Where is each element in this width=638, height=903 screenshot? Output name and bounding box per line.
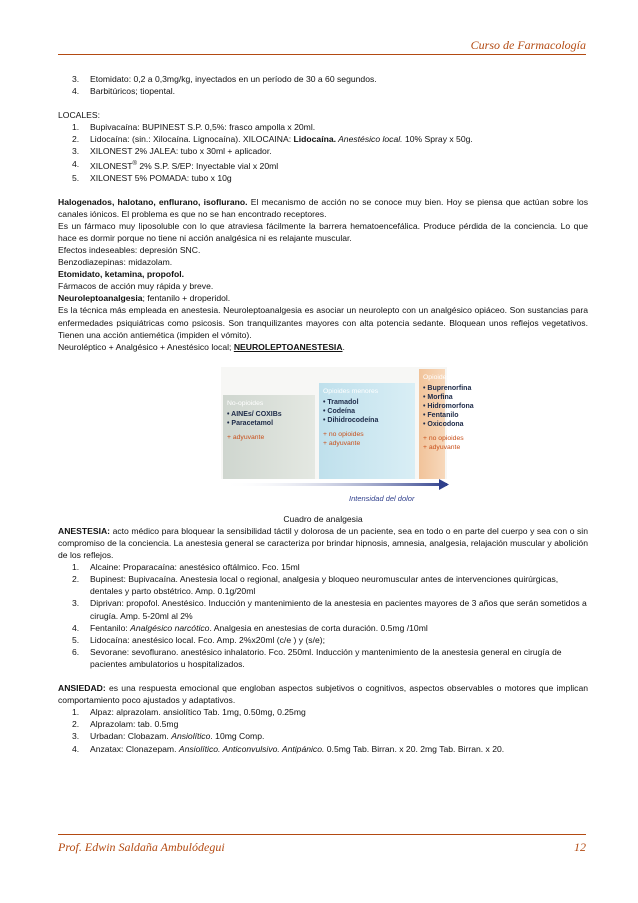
running-header-title: Curso de Farmacología: [470, 38, 586, 52]
list-item: 2. Alprazolam: tab. 0.5mg: [72, 719, 179, 730]
anestesia-paragraph: ANESTESIA: acto médico para bloquear la sensibilidad táctil y dolorosa de un paciente, sea en todo o en parte del cuerpo y sea con o sin compromiso de la conciencia. La anestesia general se caracteriza por brindar hipnosis, amnesia, analgesia, relajación muscular y abolición de los reflejos.: [58, 525, 588, 561]
footer-rule: [58, 834, 586, 835]
etomidato-heading: Etomidato, ketamina, propofol.: [58, 269, 185, 280]
list-item: 1. Bupivacaína: BUPINEST S.P. 0,5%: frasco ampolla x 20ml.: [72, 122, 316, 133]
efectos-line: Efectos indeseables: depresión SNC.: [58, 244, 201, 255]
list-item: 4. XILONEST® 2% S.P. S/EP: Inyectable vial x 20ml: [72, 158, 279, 171]
opioides-mayores-extra: + no opioides: [423, 434, 464, 442]
induction-list: [58, 73, 588, 97]
list-item: 1. Alcaine: Proparacaína: anestésico oftálmico. Fco. 15ml: [72, 562, 300, 573]
figure-caption: Cuadro de analgesia: [283, 513, 363, 524]
ansiedad-paragraph: ANSIEDAD: es una respuesta emocional que engloban aspectos subjetivos o cognitivos, aspectos observables o motores que implican comportamiento poco ajustados y adaptativos.: [58, 683, 588, 706]
analgesia-ladder-svg: [169, 363, 478, 513]
list-item: 4. Barbitúricos; tiopental.: [72, 86, 176, 97]
opioides-menores-title: Opioides menores: [323, 387, 379, 395]
list-item: 3. Urbadan: Clobazam. Ansiolítico. 10mg Comp.: [72, 731, 265, 742]
intensity-arrow-label: Intensidad del dolor: [349, 493, 415, 503]
list-item: 4. Anzatax: Clonazepam. Ansiolítico. Anticonvulsivo. Antipánico. 0.5mg Tab. Birran. x 20. 2mg Tab. Birran. x 20.: [72, 743, 505, 754]
opioides-mayores-item: • Morfina: [423, 393, 453, 401]
list-item: 2. Bupinest: Bupivacaína. Anestesia local o regional, analgesia y bloqueo neuromuscular antes de intervenciones quirúrgicas, dentales y parto obstétrico. Amp. 0.1g/20ml: [72, 574, 559, 597]
locales-heading: LOCALES:: [58, 110, 101, 121]
opioides-mayores-item: • Hidromorfona: [423, 402, 474, 410]
benzodiazepinas-line: Benzodiazepinas: midazolam.: [58, 257, 173, 268]
opioides-mayores-item: • Buprenorfina: [423, 384, 472, 392]
opioides-menores-item: • Codeína: [323, 407, 356, 415]
list-item: 2. Lidocaína: (sin.: Xilocaína. Lignocaína). XILOCAINA: Lidocaína. Anestésico local. 10% Spray x 50g.: [72, 134, 473, 145]
list-item: 5. XILONEST 5% POMADA: tubo x 10g: [72, 172, 232, 183]
list-item: 6. Sevorane: sevoflurano. anestésico inhalatorio. Fco. 250ml. Inducción y mantenimiento de la anestesia general en cirugía de pacientes ambulatorios u hospitalizados.: [72, 646, 562, 669]
page-number: 12: [574, 840, 586, 854]
footer-author: Prof. Edwin Saldaña Ambulódegui: [58, 840, 225, 854]
list-item: 1. Alpaz: alprazolam. ansiolítico Tab. 1mg, 0.50mg, 0.25mg: [72, 707, 306, 718]
formula-line: Neuroléptico + Analgésico + Anestésico local; NEUROLEPTOANESTESIA.: [58, 341, 345, 352]
no-opioides-title: No-opioides: [227, 399, 264, 407]
anestesia-list: [58, 561, 588, 670]
opioides-menores-extra: + adyuvante: [323, 439, 361, 447]
no-opioides-extra: + adyuvante: [227, 433, 265, 441]
farmacos-line: Fármacos de acción muy rápida y breve.: [58, 281, 214, 292]
locales-list: [58, 121, 588, 183]
no-opioides-item: • Paracetamol: [227, 419, 274, 427]
ansiedad-list: [58, 706, 588, 754]
halogenados-paragraph: Halogenados, halotano, enflurano, isoflurano. El mecanismo de acción no se conoce muy bien. Hoy se piensa que actúan sobre los canales iónicos. El problema es que no se han encontrado receptores.: [58, 196, 588, 219]
page-body: [58, 73, 588, 755]
opioides-mayores-item: • Oxicodona: [423, 420, 464, 428]
opioides-mayores-item: • Fentanilo: [423, 411, 459, 419]
opioides-menores-item: • Tramadol: [323, 398, 359, 406]
list-item: 3. Diprivan: propofol. Anestésico. Inducción y mantenimiento de la anestesia en pacientes mayores de 3 años que serán sometidos a cirugía. Amp. 5-20ml al 2%: [72, 598, 587, 621]
intensity-arrow-head: [439, 479, 449, 490]
liposoluble-paragraph: Es un fármaco muy liposoluble con lo que atraviesa fácilmente la barrera hematoencefálica. Produce pérdida de la conciencia. Lo que hace es dormir porque no tiene ni acción analgésica ni es relajante muscular.: [58, 220, 588, 243]
list-item: 3. Etomidato: 0,2 a 0,3mg/kg, inyectados en un período de 30 a 60 segundos.: [72, 74, 377, 84]
no-opioides-item: • AINEs/ COXIBs: [227, 410, 282, 418]
list-item: 4. Fentanilo: Analgésico narcótico. Analgesia en anestesias de corta duración. 0.5mg /10ml: [72, 622, 428, 633]
analgesia-ladder-figure: [169, 363, 478, 513]
opioides-mayores-title: Opioides mayores: [423, 373, 478, 381]
neuroleptoanalgesia-line: Neuroleptoanalgesia; fentanilo + droperidol.: [58, 293, 231, 304]
intensity-arrow-bar: [223, 483, 447, 486]
opioides-mayores-extra: + adyuvante: [423, 443, 461, 451]
list-item: 5. Lidocaína: anestésico local. Fco. Amp. 2%x20ml (c/e ) y (s/e);: [72, 634, 325, 645]
list-item: 3. XILONEST 2% JALEA: tubo x 30ml + aplicador.: [72, 146, 272, 157]
opioides-menores-item: • Dihidrocodeína: [323, 416, 379, 424]
tecnica-paragraph: Es la técnica más empleada en anestesia. Neuroleptoanalgesia es asociar un neurolepto con un analgésico opiáceo. Son sustancias para enfermedades psiquiátricas como psicosis. Son tranquilizantes mayores con alta potencia sedante. Bloquean unos reflejos vegetativos. Tienen una acción antiemética (impiden el vómito).: [58, 305, 588, 340]
opioides-menores-extra: + no opioides: [323, 430, 364, 438]
header-rule: [58, 54, 586, 55]
